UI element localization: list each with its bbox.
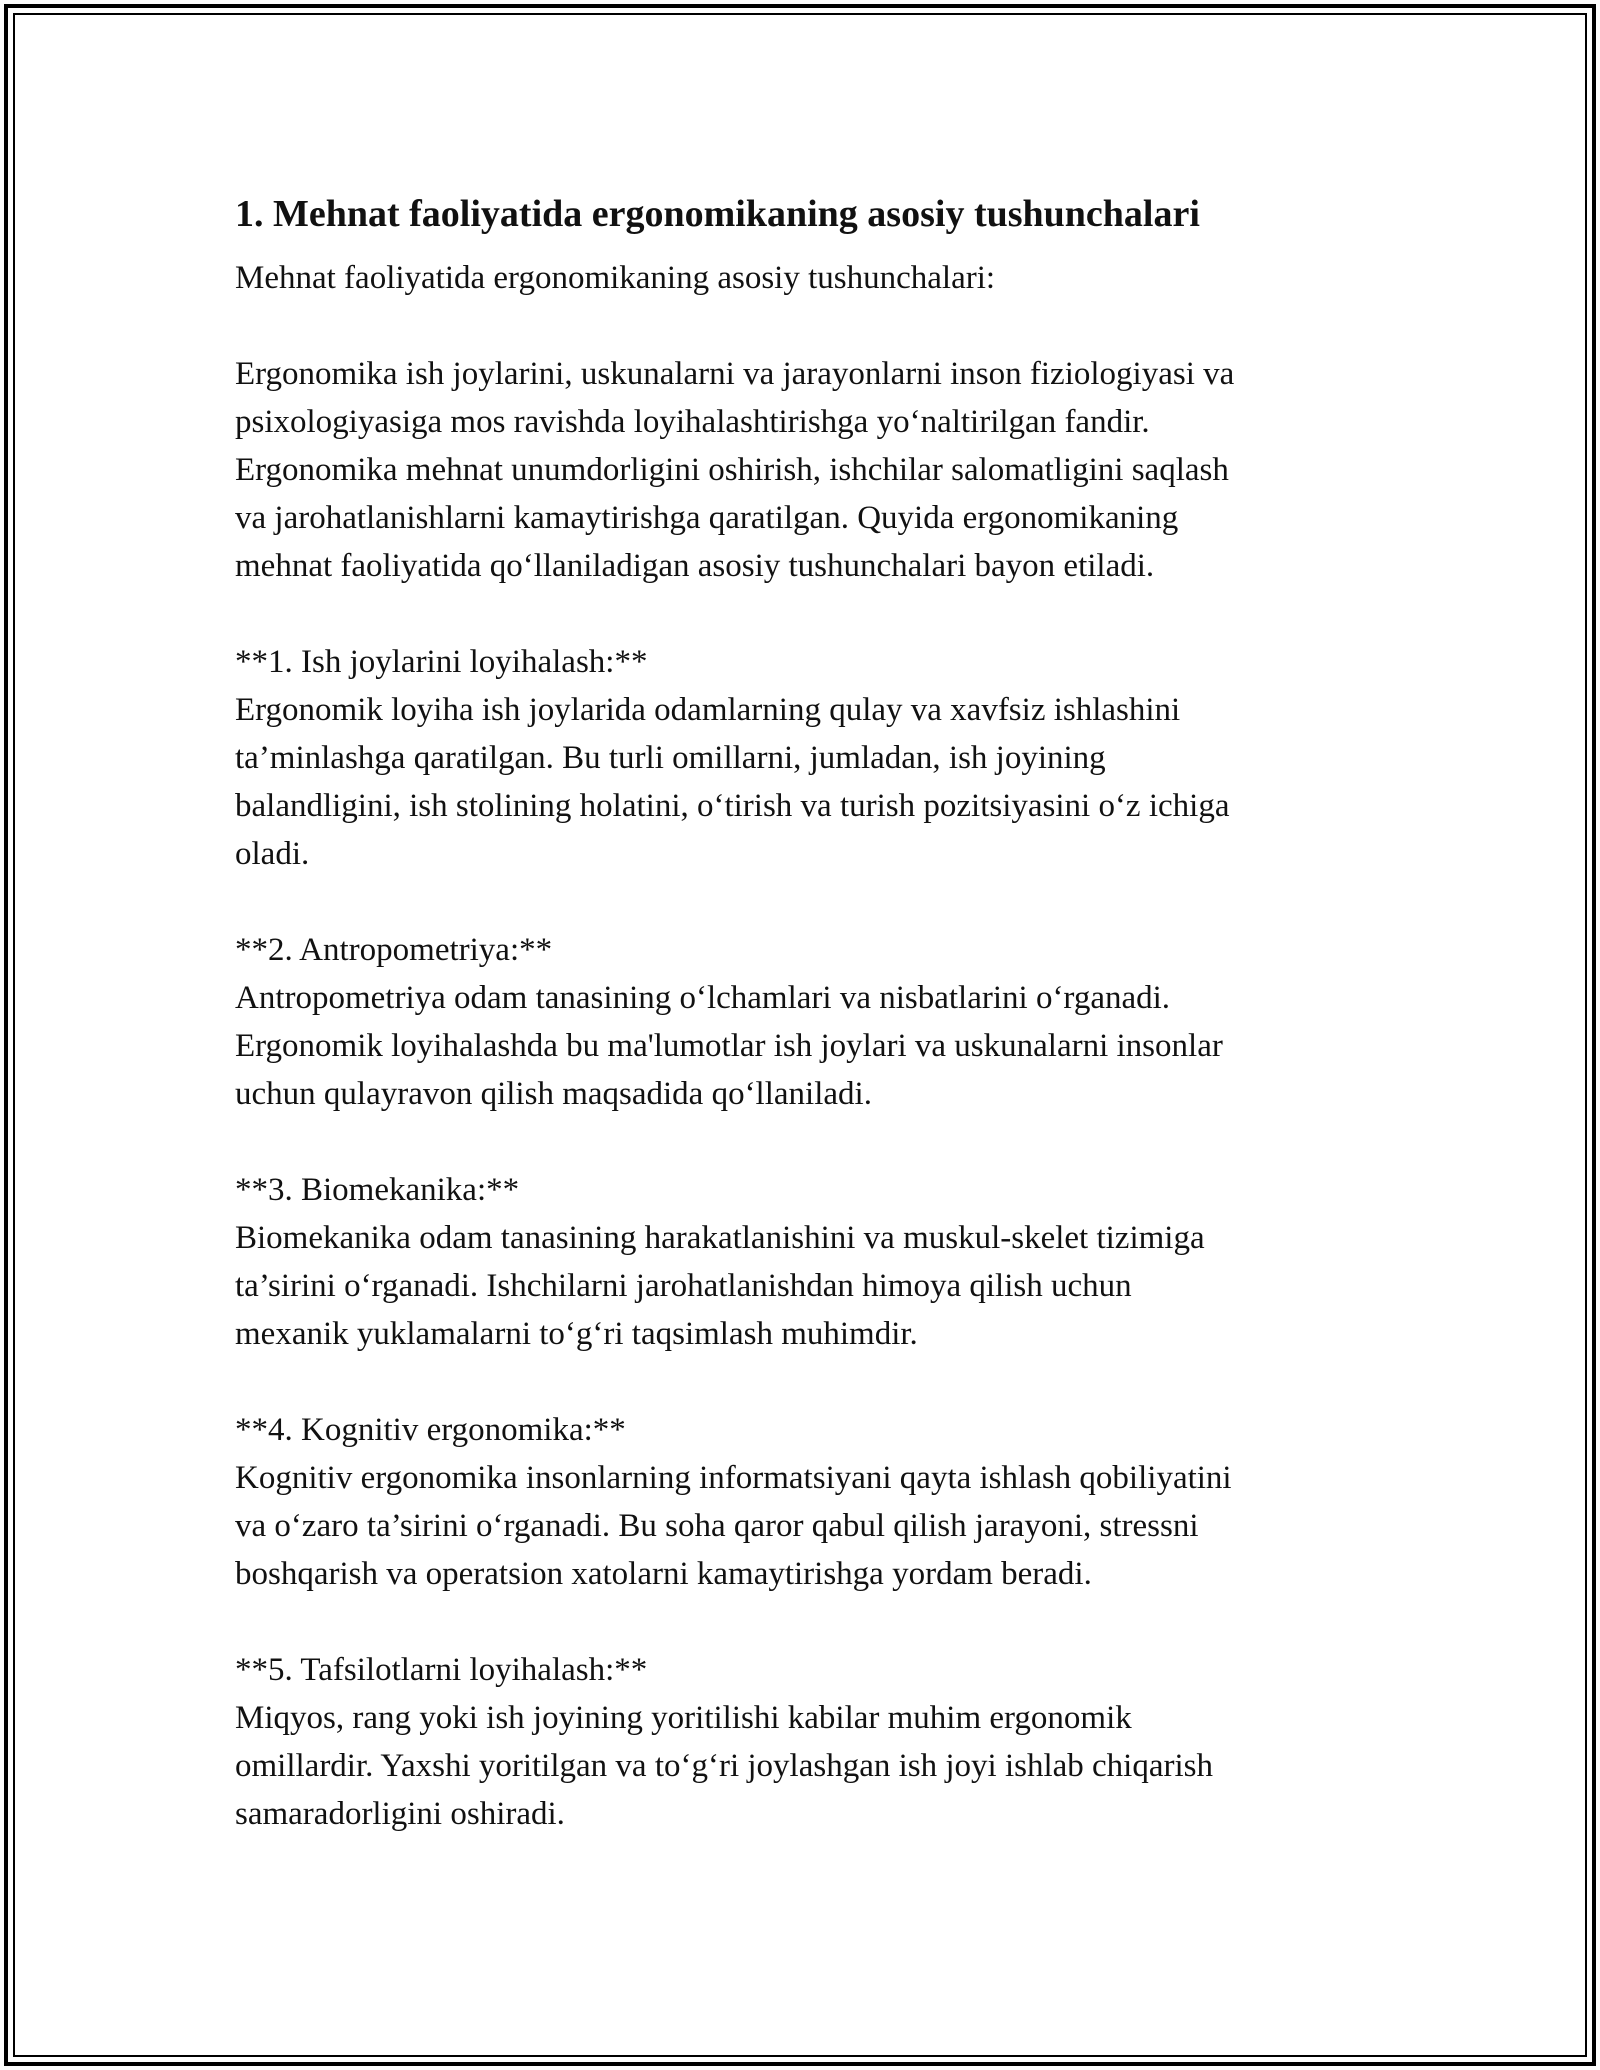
paragraph-line: va jarohatlanishlarni kamaytirishga qaratilgan. Quyida ergonomikaning	[235, 500, 1179, 536]
section-line: Biomekanika odam tanasining harakatlanishini va muskul-skelet tizimiga	[235, 1220, 1205, 1256]
section-heading: **5. Tafsilotlarni loyihalash:**	[235, 1652, 648, 1688]
section-heading: **2. Antropometriya:**	[235, 932, 553, 968]
document-title: 1. Mehnat faoliyatida ergonomikaning asosiy tushunchalari	[235, 193, 1200, 235]
section-line: balandligini, ish stolining holatini, o‘tirish va turish pozitsiyasini o‘z ichiga	[235, 788, 1230, 824]
paragraph-line: Ergonomika mehnat unumdorligini oshirish, ishchilar salomatligini saqlash	[235, 452, 1229, 488]
section-line: uchun qulayravon qilish maqsadida qo‘llaniladi.	[235, 1076, 872, 1112]
section-heading: **1. Ish joylarini loyihalash:**	[235, 644, 648, 680]
section-line: boshqarish va operatsion xatolarni kamaytirishga yordam beradi.	[235, 1556, 1092, 1592]
section-kognitiv-ergonomika	[235, 1406, 1375, 1598]
intro-line: Mehnat faoliyatida ergonomikaning asosiy tushunchalari:	[235, 260, 996, 296]
section-line: ta’sirini o‘rganadi. Ishchilarni jarohatlanishdan himoya qilish uchun	[235, 1268, 1132, 1304]
section-line: Kognitiv ergonomika insonlarning informatsiyani qayta ishlash qobiliyatini	[235, 1460, 1232, 1496]
paragraph-line: mehnat faoliyatida qo‘llaniladigan asosiy tushunchalari bayon etiladi.	[235, 548, 1155, 584]
section-ish-joylarini-loyihalash	[235, 638, 1375, 878]
paragraph-line: Ergonomika ish joylarini, uskunalarni va jarayonlarni inson fiziologiyasi va	[235, 356, 1235, 392]
section-line: Miqyos, rang yoki ish joyining yoritilishi kabilar muhim ergonomik	[235, 1700, 1132, 1736]
section-line: Ergonomik loyiha ish joylarida odamlarning qulay va xavfsiz ishlashini	[235, 692, 1181, 728]
section-tafsilotlarni-loyihalash	[235, 1646, 1375, 1838]
section-line: mexanik yuklamalarni to‘g‘ri taqsimlash muhimdir.	[235, 1316, 918, 1352]
section-line: va o‘zaro ta’sirini o‘rganadi. Bu soha qaror qabul qilish jarayoni, stressni	[235, 1508, 1199, 1544]
section-line: omillardir. Yaxshi yoritilgan va to‘g‘ri joylashgan ish joyi ishlab chiqarish	[235, 1748, 1213, 1784]
section-line: oladi.	[235, 836, 310, 872]
section-line: Ergonomik loyihalashda bu ma'lumotlar ish joylari va uskunalarni insonlar	[235, 1028, 1223, 1064]
section-line: samaradorligini oshiradi.	[235, 1796, 565, 1832]
section-heading: **4. Kognitiv ergonomika:**	[235, 1412, 626, 1448]
intro-paragraph	[235, 350, 1375, 590]
section-heading: **3. Biomekanika:**	[235, 1172, 520, 1208]
paragraph-line: psixologiyasiga mos ravishda loyihalashtirishga yo‘naltirilgan fandir.	[235, 404, 1150, 440]
section-line: Antropometriya odam tanasining o‘lchamlari va nisbatlarini o‘rganadi.	[235, 980, 1171, 1016]
section-antropometriya	[235, 926, 1375, 1118]
document-page	[235, 190, 1375, 1886]
section-line: ta’minlashga qaratilgan. Bu turli omillarni, jumladan, ish joyining	[235, 740, 1106, 776]
section-biomekanika	[235, 1166, 1375, 1358]
